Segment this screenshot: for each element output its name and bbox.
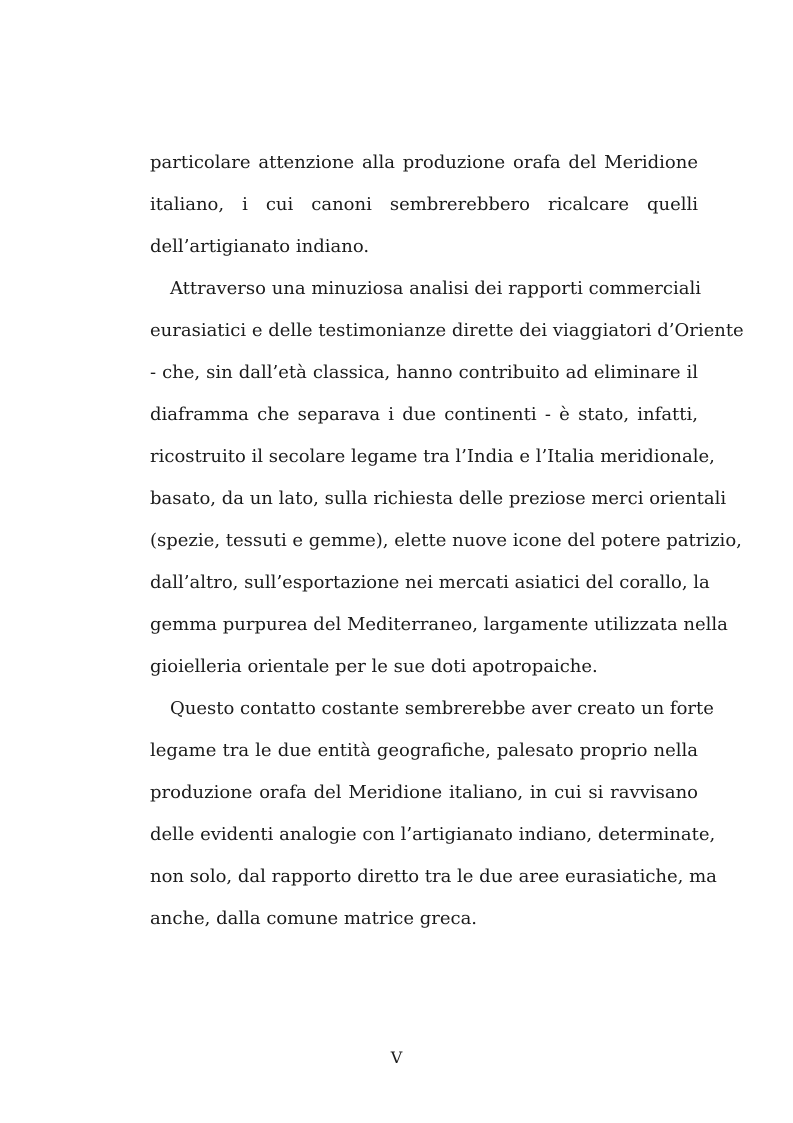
paragraph-2-line-3: - che, sin dall’età classica, hanno contribuito ad eliminare il xyxy=(150,362,698,383)
paragraph-1-line-3: dell’artigianato indiano. xyxy=(150,236,370,257)
paragraph-2-line-5: ricostruito il secolare legame tra l’India e l’Italia meridionale, xyxy=(150,446,715,467)
paragraph-2-line-6: basato, da un lato, sulla richiesta delle preziose merci orientali xyxy=(150,488,727,509)
paragraph-3-line-6: anche, dalla comune matrice greca. xyxy=(150,908,478,929)
paragraph-2-line-7: (spezie, tessuti e gemme), elette nuove icone del potere patrizio, xyxy=(150,530,742,551)
page-number: V xyxy=(390,1048,403,1067)
paragraph-1-line-1: particolare attenzione alla produzione orafa del Meridione xyxy=(150,152,698,173)
paragraph-2-line-8: dall’altro, sull’esportazione nei mercati asiatici del corallo, la xyxy=(150,572,710,593)
paragraph-2-line-1: Attraverso una minuziosa analisi dei rapporti commerciali xyxy=(170,278,701,299)
paragraph-2-line-9: gemma purpurea del Mediterraneo, largamente utilizzata nella xyxy=(150,614,728,635)
paragraph-3-line-5: non solo, dal rapporto diretto tra le due aree eurasiatiche, ma xyxy=(150,866,717,887)
paragraph-1-line-2: italiano, i cui canoni sembrerebbero ricalcare quelli xyxy=(150,194,698,215)
paragraph-3-line-3: produzione orafa del Meridione italiano, in cui si ravvisano xyxy=(150,782,698,803)
paragraph-2-line-2: eurasiatici e delle testimonianze dirette dei viaggiatori d’Oriente xyxy=(150,320,744,341)
paragraph-3-line-2: legame tra le due entità geografiche, palesato proprio nella xyxy=(150,740,698,761)
paragraph-2-line-10: gioielleria orientale per le sue doti apotropaiche. xyxy=(150,656,598,677)
paragraph-3-line-4: delle evidenti analogie con l’artigianato indiano, determinate, xyxy=(150,824,716,845)
paragraph-2-line-4: diaframma che separava i due continenti - è stato, infatti, xyxy=(150,404,698,425)
paragraph-3-line-1: Questo contatto costante sembrerebbe aver creato un forte xyxy=(170,698,714,719)
